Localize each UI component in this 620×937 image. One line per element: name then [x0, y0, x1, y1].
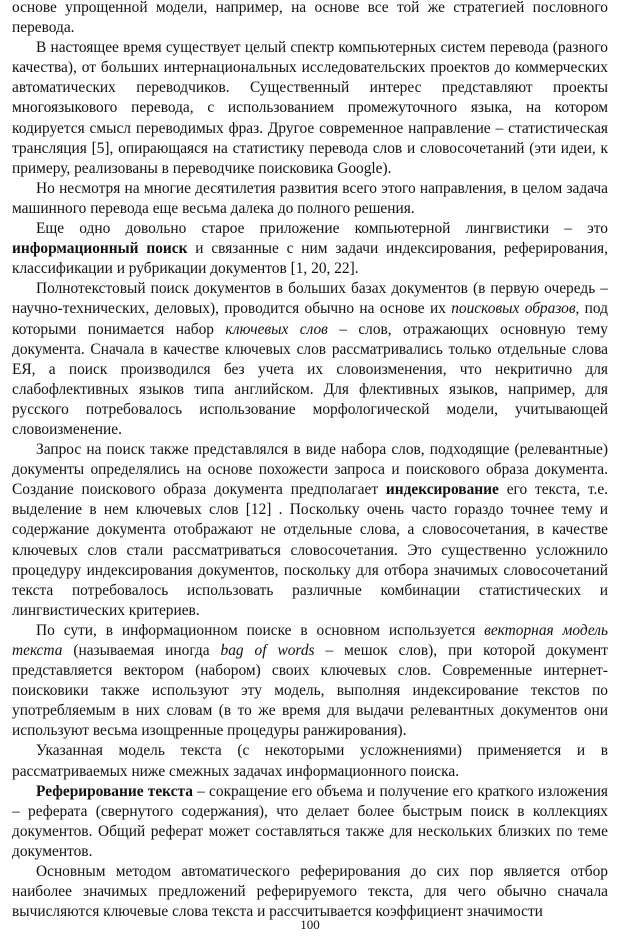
text-run: Полнотекстовый поиск документов в больших базах документов (в первую очередь – научно-технических, деловых), проводится обычно на основе их: [12, 280, 608, 318]
paragraph: [12, 179, 608, 219]
text-run: его текста, т.е. выделение в нем ключевых слов [12] . Поскольку очень часто гораздо точнее тему и содержание документа отображают не отдельные слова, а словосочетания, в качестве ключевых слов стали рассматриваться словосочетания. Это существенно усложнило процедуру индексирования документов, поскольку для отбора значимых словосочетаний текста потребовалось использовать различные комбинации статистических и лингвистических критериев.: [12, 481, 608, 619]
text-run: – мешок слов), при которой документ представляется вектором (набором) своих ключевых слов. Современные интернет-поисковики также используют эту модель, выполняя индексирование текстов по употребляемым в них словам (в то же время для выдачи релевантных документов они используют весьма изощренные процедуры ранжирования).: [12, 642, 608, 740]
paragraph: [12, 0, 608, 38]
italic-term: ключевых слов: [225, 320, 328, 338]
paragraph: [12, 782, 608, 862]
italic-term: поисковых образов: [451, 300, 576, 318]
paragraph: [12, 38, 608, 179]
text-run: Основным методом автоматического реферирования до сих пор является отбор наиболее значимых предложений реферируемого текста, для чего обычно сначала вычисляются ключевые слова текста и рассчитывается коэффициент значимости: [12, 863, 608, 921]
text-run: По сути, в информационном поиске в основном используется: [36, 621, 485, 639]
text-run: – сокращение его объема и получение его краткого изложения – реферата (свернутого содержания), что делает более быстрым поиск в коллекциях документов. Общий реферат может составляться также для нескольких близких по теме документов.: [12, 782, 608, 860]
text-run: – слов, отражающих основную тему документа. Сначала в качестве ключевых слов рассматривались только отдельные слова ЕЯ, а поиск производился без учета их словоизменения, что некритично для слабофлективных языков типа английском. Для флективных языков, например, для русского потребовалось использование морфологической модели, учитывающей словоизменение.: [12, 320, 608, 438]
paragraph: [12, 279, 608, 440]
bold-term: информационный поиск: [12, 240, 188, 258]
bold-term: Реферирование текста: [36, 782, 193, 800]
paragraph: [12, 621, 608, 742]
text-run: Запрос на поиск также представлялся в виде набора слов, подходящие (релевантные) документы определялись на основе похожести запроса и поискового образа документа. Создание поискового образа документа предполагает: [12, 441, 608, 499]
paragraph: [12, 862, 608, 922]
page-number: 100: [300, 917, 320, 932]
paragraph: [12, 440, 608, 621]
text-run: основе упрощенной модели, например, на основе все той же стратегией пословного перевода.: [12, 0, 608, 37]
text-run: и связанные с ним задачи индексирования, реферирования, классификации и рубрикации документов [1, 20, 22].: [12, 240, 608, 278]
text-run: , под которыми понимается набор: [12, 300, 608, 338]
paragraph: [12, 741, 608, 781]
italic-term: bag of words: [220, 642, 315, 659]
italic-term: векторная модель текста: [12, 621, 608, 659]
text-run: Указанная модель текста (с некоторыми усложнениями) применяется и в рассматриваемых ниже смежных задачах информационного поиска.: [12, 742, 608, 780]
document-body: [12, 0, 608, 922]
text-run: (называемая иногда: [62, 642, 221, 659]
text-run: Еще одно довольно старое приложение компьютерной лингвистики – это: [36, 220, 608, 238]
text-run: В настоящее время существует целый спектр компьютерных систем перевода (разного качества), от больших интернациональных исследовательских проектов до коммерческих автоматических переводчиков. Существенный интерес представляют проекты многоязыкового перевода, с использованием промежуточного языка, на котором кодируется смысл переводимых фраз. Другое современное направление – статистическая трансляция [5], опирающаяся на статистику перевода слов и словосочетаний (эти идеи, к примеру, реализованы в переводчике поисковика Google).: [12, 39, 608, 177]
text-run: Но несмотря на многие десятилетия развития всего этого направления, в целом задача машинного перевода еще весьма далека до полного решения.: [12, 179, 608, 217]
paragraph: [12, 219, 608, 279]
bold-term: индексирование: [385, 481, 499, 499]
